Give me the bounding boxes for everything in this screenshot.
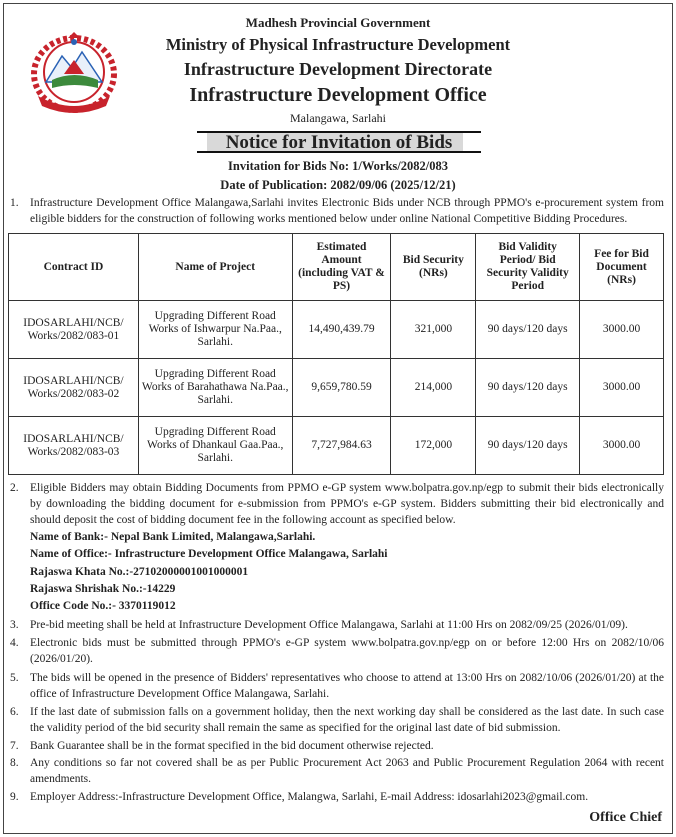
signature-office-chief: Office Chief xyxy=(589,810,662,825)
cell-amount: 7,727,984.63 xyxy=(292,417,391,475)
cell-fee: 3000.00 xyxy=(580,359,664,417)
gov-name: Madhesh Provincial Government xyxy=(245,15,431,30)
cell-amount: 14,490,439.79 xyxy=(292,301,391,359)
col-bid-security: Bid Security (NRs) xyxy=(391,234,476,301)
table-row xyxy=(9,417,664,475)
cell-contract-id: IDOSARLAHI/NCB/ Works/2082/083-01 xyxy=(9,301,139,359)
item-number-9: 9. xyxy=(10,791,19,803)
item-9-text: Employer Address:-Infrastructure Development Office, Malangwa, Sarlahi, E-mail Address: idosarlahi2023@gmail.com. xyxy=(30,791,589,803)
cell-fee: 3000.00 xyxy=(580,301,664,359)
item-number-8: 8. xyxy=(10,757,19,769)
rajaswa-khata: Rajaswa Khata No.:-27102000001001000001 xyxy=(30,566,249,578)
table-row xyxy=(9,301,664,359)
office-code: Office Code No.:- 3370119012 xyxy=(30,600,176,612)
notice-banner xyxy=(197,131,481,153)
cell-project-name: Upgrading Different Road Works of Ishwarpur Na.Paa., Sarlahi. xyxy=(138,301,292,359)
bid-number: Invitation for Bids No: 1/Works/2082/083 xyxy=(228,159,448,173)
cell-validity: 90 days/120 days xyxy=(476,417,580,475)
col-estimated-amount: Estimated Amount (including VAT & PS) xyxy=(292,234,391,301)
publication-date: Date of Publication: 2082/09/06 (2025/12/21) xyxy=(220,178,456,192)
cell-project-name: Upgrading Different Road Works of Barahathawa Na.Paa., Sarlahi. xyxy=(138,359,292,417)
rajaswa-shrishak: Rajaswa Shrishak No.:-14229 xyxy=(30,583,176,595)
cell-security: 321,000 xyxy=(391,301,476,359)
item-4-text: Electronic bids must be submitted through PPMO's e-GP system www.bolpatra.gov.np/egp on or before 12:00 Hrs on 2082/10/06 (2026/01/20). xyxy=(30,637,664,665)
item-7-text: Bank Guarantee shall be in the format specified in the bid document otherwise rejected. xyxy=(30,740,434,752)
item-number-3: 3. xyxy=(10,619,19,631)
item-3-text: Pre-bid meeting shall be held at Infrastructure Development Office Malangawa, Sarlahi at 11:00 Hrs on 2082/09/25 (2026/01/09). xyxy=(30,619,628,631)
item-number-7: 7. xyxy=(10,740,19,752)
col-validity-period: Bid Validity Period/ Bid Security Validity Period xyxy=(476,234,580,301)
cell-amount: 9,659,780.59 xyxy=(292,359,391,417)
office-location: Malangawa, Sarlahi xyxy=(290,111,386,125)
item-1-text: Infrastructure Development Office Malangawa,Sarlahi invites Electronic Bids under NCB through PPMO's e-procurement system from eligible bidders for the construction of following works mentioned below under online National Competitive Bidding Procedures. xyxy=(30,197,664,225)
col-contract-id: Contract ID xyxy=(9,234,139,301)
table-header-row xyxy=(9,234,664,301)
item-5-text: The bids will be opened in the presence of Bidders' representatives who choose to attend at 13:00 Hrs on 2082/10/06 (2026/01/20) at the office of Infrastructure Development Office Malangawa, Sarlahi. xyxy=(30,672,664,700)
cell-security: 172,000 xyxy=(391,417,476,475)
cell-security: 214,000 xyxy=(391,359,476,417)
item-number-4: 4. xyxy=(10,637,19,649)
cell-fee: 3000.00 xyxy=(580,417,664,475)
notice-title: Notice for Invitation of Bids xyxy=(225,132,453,153)
bank-name: Name of Bank:- Nepal Bank Limited, Malangawa,Sarlahi. xyxy=(30,531,316,543)
ministry-name: Ministry of Physical Infrastructure Development xyxy=(165,35,511,54)
cell-contract-id: IDOSARLAHI/NCB/ Works/2082/083-02 xyxy=(9,359,139,417)
office-name: Infrastructure Development Office xyxy=(189,84,487,106)
item-8-text: Any conditions so far not covered shall be as per Public Procurement Act 2063 and Public Procurement Regulation 2064 with recent amendments. xyxy=(30,757,664,785)
directorate-name: Infrastructure Development Directorate xyxy=(183,59,493,79)
account-office-name: Name of Office:- Infrastructure Development Office Malangawa, Sarlahi xyxy=(30,548,388,560)
col-project-name: Name of Project xyxy=(138,234,292,301)
cell-contract-id: IDOSARLAHI/NCB/ Works/2082/083-03 xyxy=(9,417,139,475)
bids-table xyxy=(8,233,664,475)
item-number-1: 1. xyxy=(10,197,19,209)
item-number-6: 6. xyxy=(10,706,19,718)
col-document-fee: Fee for Bid Document (NRs) xyxy=(580,234,664,301)
cell-project-name: Upgrading Different Road Works of Dhankaul Gaa.Paa., Sarlahi. xyxy=(138,417,292,475)
cell-validity: 90 days/120 days xyxy=(476,301,580,359)
item-number-5: 5. xyxy=(10,672,19,684)
item-2-text: Eligible Bidders may obtain Bidding Documents from PPMO e-GP system www.bolpatra.gov.np/egp to submit their bids electronically by downloading the bidding document for e-submission from PPMO's e-GP system. Bidders submitting their bid electronically and should deposit the cost of bidding document fee in the following account as specified below. xyxy=(30,482,664,526)
table-row xyxy=(9,359,664,417)
item-number-2: 2. xyxy=(10,482,19,494)
item-6-text: If the last date of submission falls on a government holiday, then the next working day shall be considered as the last date. In such case the validity period of the bid security shall remain the same as specified for the original last date of bid submission. xyxy=(30,706,664,734)
cell-validity: 90 days/120 days xyxy=(476,359,580,417)
